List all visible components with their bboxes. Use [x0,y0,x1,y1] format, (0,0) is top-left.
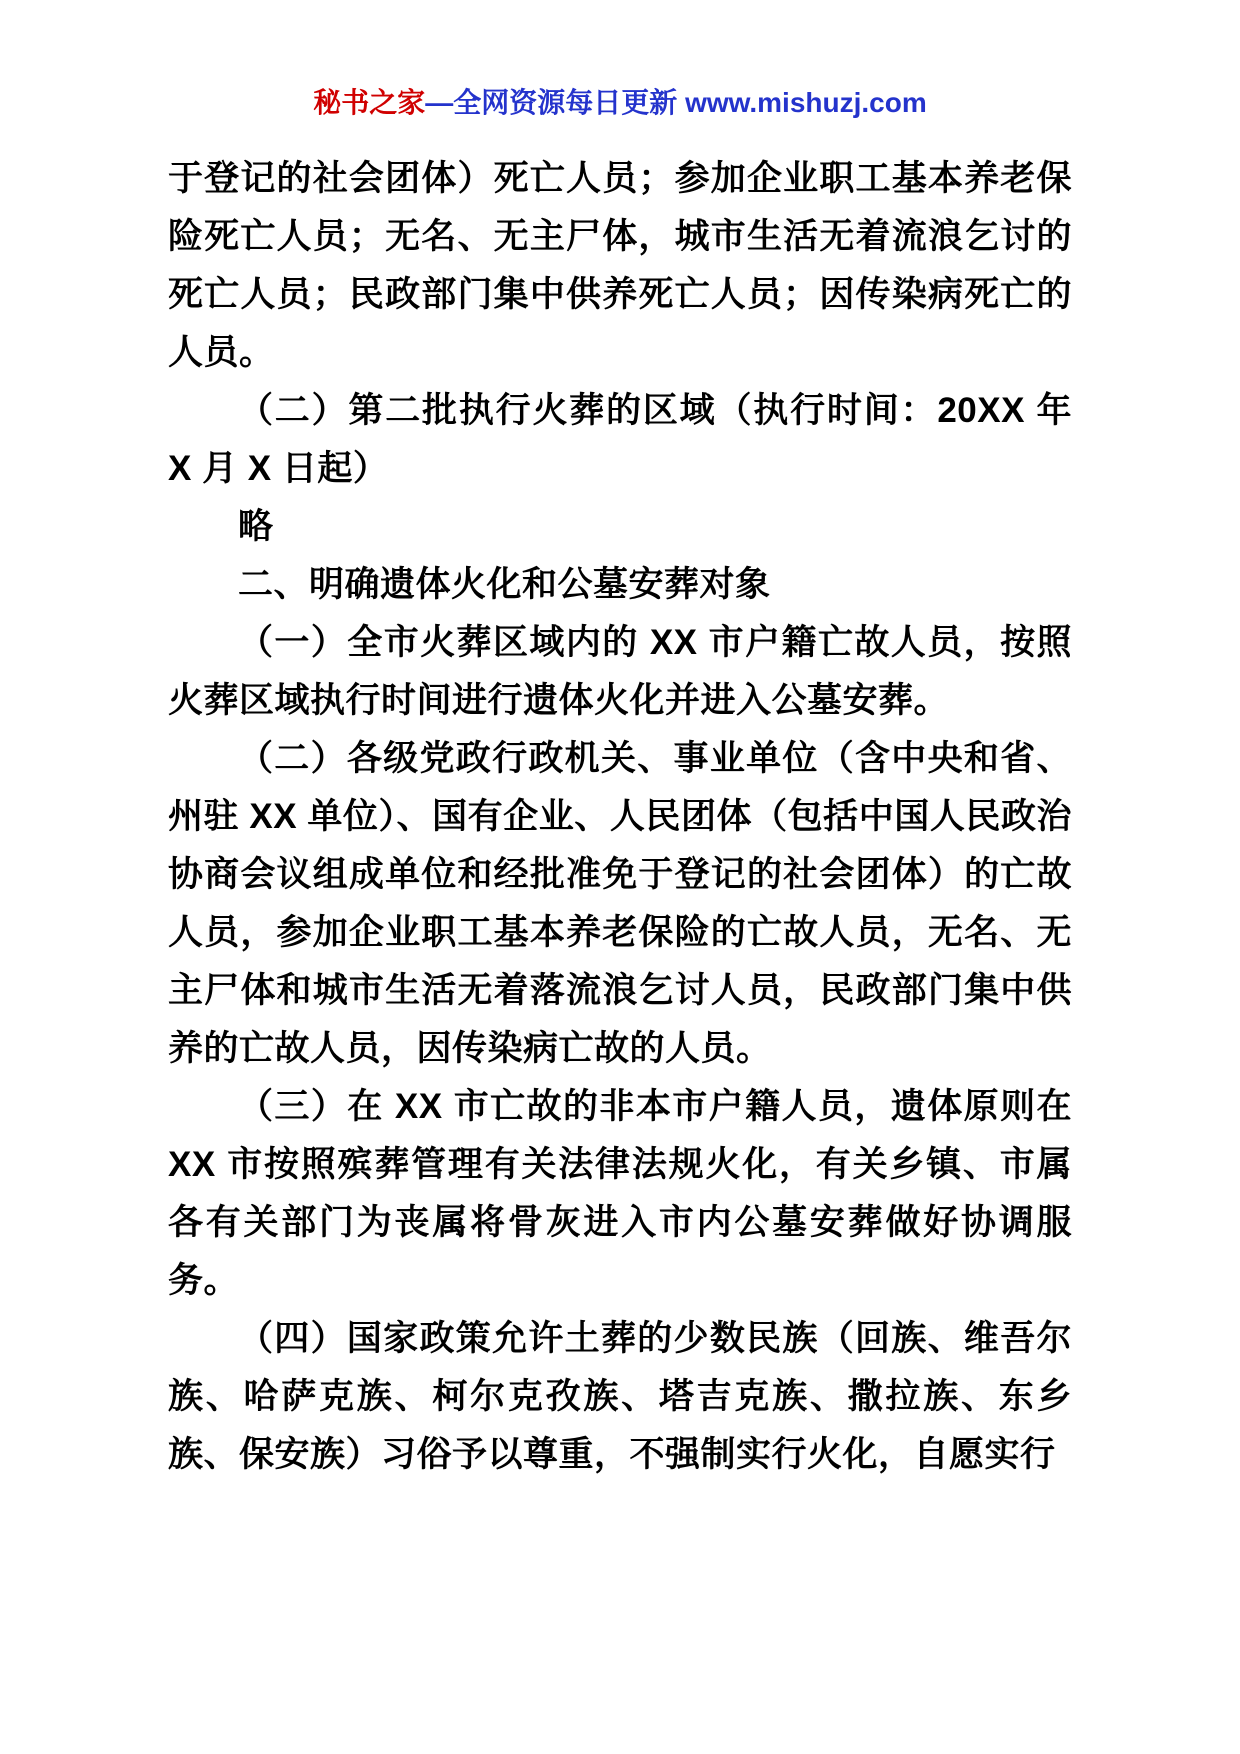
site-tagline: —全网资源每日更新 [425,87,686,118]
site-url: www.mishuzj.com [685,87,927,118]
para-continued-death-list: 于登记的社会团体）死亡人员；参加企业职工基本养老保险死亡人员；无名、无主尸体，城市生活无着流浪乞讨的死亡人员；民政部门集中供养死亡人员；因传染病死亡的人员。 [168,159,1072,372]
page-header [168,82,1072,124]
para-omitted-note: 略 [238,507,274,546]
document-body [168,150,1072,1484]
para-2-1: （一）全市火葬区域内的 XX 市户籍亡故人员，按照火葬区域执行时间进行遗体火化并进入公墓安葬。 [168,623,1072,720]
para-2-4: （四）国家政策允许土葬的少数民族（回族、维吾尔族、哈萨克族、柯尔克孜族、塔吉克族、撒拉族、东乡族、保安族）习俗予以尊重，不强制实行火化，自愿实行 [168,1319,1072,1474]
heading-section-2: 二、明确遗体火化和公墓安葬对象 [238,565,771,604]
site-brand: 秘书之家 [313,87,426,118]
para-2-2: （二）各级党政行政机关、事业单位（含中央和省、州驻 XX 单位）、国有企业、人民团体（包括中国人民政治协商会议组成单位和经批准免于登记的社会团体）的亡故人员，参加企业职工基本养老保险的亡故人员，无名、无主尸体和城市生活无着落流浪乞讨人员，民政部门集中供养的亡故人员，因传染病亡故的人员。 [168,739,1072,1068]
para-second-batch-region: （二）第二批执行火葬的区域（执行时间：20XX 年 X 月 X 日起） [168,391,1072,488]
para-2-3: （三）在 XX 市亡故的非本市户籍人员，遗体原则在 XX 市按照殡葬管理有关法律法规火化，有关乡镇、市属各有关部门为丧属将骨灰进入市内公墓安葬做好协调服务。 [168,1087,1072,1300]
